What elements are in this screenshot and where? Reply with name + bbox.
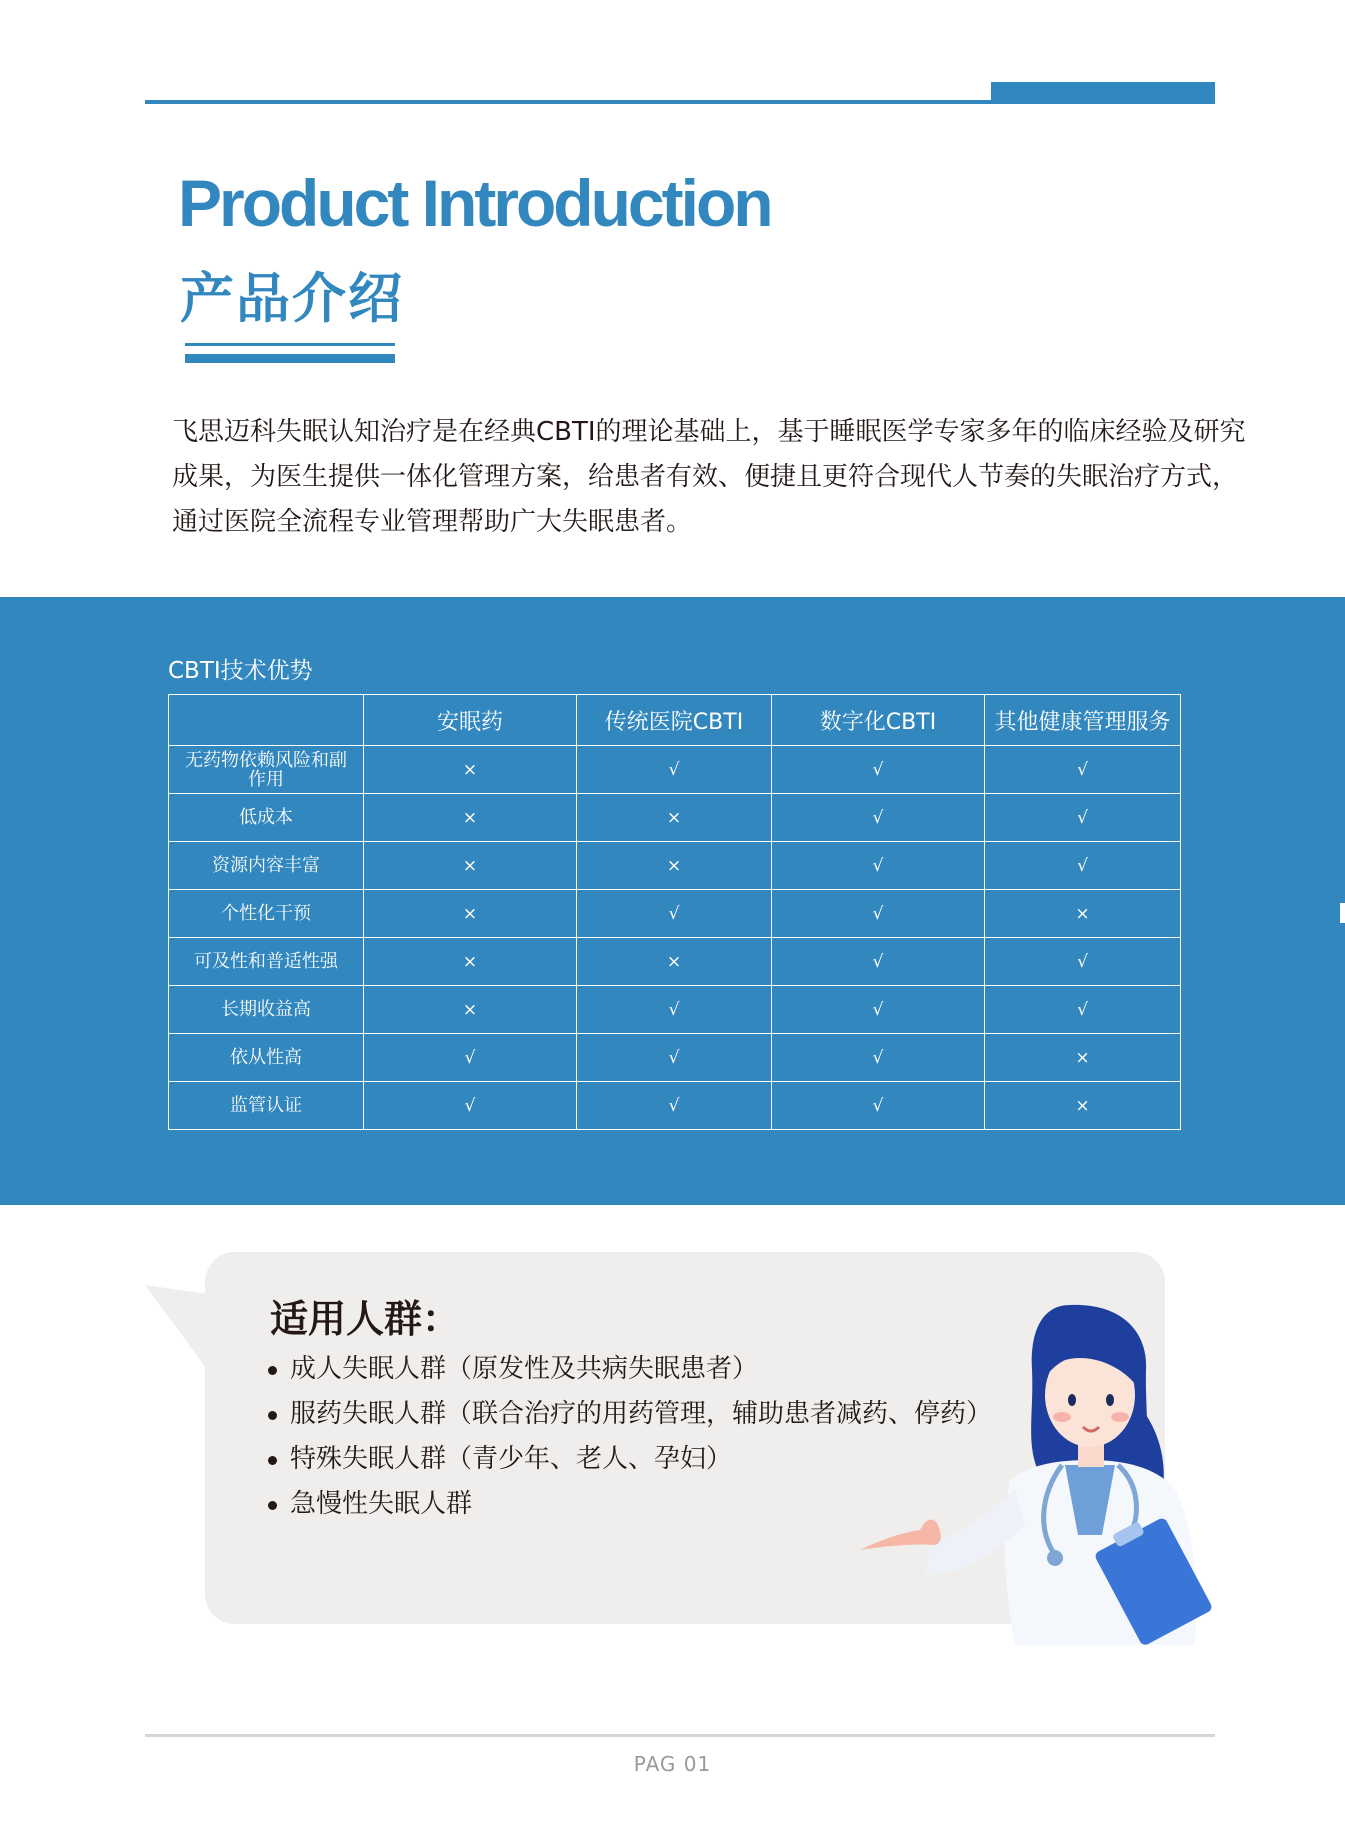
page-title-cn: 产品介绍 <box>180 267 404 330</box>
mark-cell: √ <box>985 794 1181 842</box>
header-cell-digital-cbti: 数字化CBTI <box>772 695 985 746</box>
comparison-caption: CBTI技术优势 <box>168 658 313 684</box>
table-row <box>169 938 1181 986</box>
doctor-illustration <box>840 1275 1250 1645</box>
mark-cell: √ <box>577 890 772 938</box>
title-underline-thin <box>185 343 395 346</box>
header-cell-other-services: 其他健康管理服务 <box>985 695 1181 746</box>
mark-cell: √ <box>772 794 985 842</box>
table-row <box>169 746 1181 794</box>
header-cell-hospital-cbti: 传统医院CBTI <box>577 695 772 746</box>
row-label: 监管认证 <box>169 1082 364 1130</box>
mark-cell: × <box>364 986 577 1034</box>
row-label: 长期收益高 <box>169 986 364 1034</box>
mark-cell: √ <box>772 842 985 890</box>
mark-cell: × <box>364 794 577 842</box>
table-row <box>169 890 1181 938</box>
mark-cell: √ <box>772 1082 985 1130</box>
mark-cell: √ <box>985 986 1181 1034</box>
row-label: 可及性和普适性强 <box>169 938 364 986</box>
comparison-table <box>168 694 1181 1130</box>
top-accent-block <box>991 82 1215 104</box>
header-cell-empty <box>169 695 364 746</box>
mark-cell: √ <box>985 746 1181 794</box>
mark-cell: √ <box>772 1034 985 1082</box>
mark-cell: √ <box>577 1082 772 1130</box>
mark-cell: × <box>985 1082 1181 1130</box>
footer-rule <box>145 1734 1215 1737</box>
mark-cell: × <box>985 1034 1181 1082</box>
mark-cell: × <box>364 746 577 794</box>
mark-cell: × <box>364 938 577 986</box>
list-item: 特殊失眠人群（青少年、老人、孕妇） <box>268 1437 992 1482</box>
mark-cell: × <box>577 842 772 890</box>
mark-cell: √ <box>772 746 985 794</box>
page-title-en: Product Introduction <box>178 166 771 240</box>
title-underline-thick <box>185 354 395 363</box>
table-row <box>169 1034 1181 1082</box>
mark-cell: √ <box>772 938 985 986</box>
mark-cell: √ <box>985 842 1181 890</box>
mark-cell: √ <box>772 986 985 1034</box>
mark-cell: √ <box>577 746 772 794</box>
row-label: 个性化干预 <box>169 890 364 938</box>
list-item: 成人失眠人群（原发性及共病失眠患者） <box>268 1347 992 1392</box>
mark-cell: √ <box>577 1034 772 1082</box>
mark-cell: √ <box>364 1082 577 1130</box>
mark-cell: × <box>985 890 1181 938</box>
table-header-row <box>169 695 1181 746</box>
row-label: 低成本 <box>169 794 364 842</box>
table-row <box>169 842 1181 890</box>
header-cell-sleeping-pills: 安眠药 <box>364 695 577 746</box>
table-row <box>169 986 1181 1034</box>
mark-cell: √ <box>577 986 772 1034</box>
table-row <box>169 1082 1181 1130</box>
page-number: PAG 01 <box>633 1752 712 1776</box>
mark-cell: × <box>577 938 772 986</box>
row-label: 依从性高 <box>169 1034 364 1082</box>
mark-cell: √ <box>985 938 1181 986</box>
mark-cell: × <box>577 794 772 842</box>
row-label: 资源内容丰富 <box>169 842 364 890</box>
mark-cell: × <box>364 890 577 938</box>
mark-cell: √ <box>772 890 985 938</box>
audience-title: 适用人群： <box>270 1297 461 1341</box>
mark-cell: × <box>364 842 577 890</box>
list-item: 服药失眠人群（联合治疗的用药管理，辅助患者减药、停药） <box>268 1392 992 1437</box>
mark-cell: √ <box>364 1034 577 1082</box>
row-label: 无药物依赖风险和副作用 <box>169 746 364 794</box>
table-row <box>169 794 1181 842</box>
band-edge-mark <box>1340 903 1345 923</box>
intro-paragraph: 飞思迈科失眠认知治疗是在经典CBTI的理论基础上，基于睡眠医学专家多年的临床经验及研究成果，为医生提供一体化管理方案，给患者有效、便捷且更符合现代人节奏的失眠治疗方式，通过医院全流程专业管理帮助广大失眠患者。 <box>172 417 1246 537</box>
list-item: 急慢性失眠人群 <box>268 1482 992 1527</box>
